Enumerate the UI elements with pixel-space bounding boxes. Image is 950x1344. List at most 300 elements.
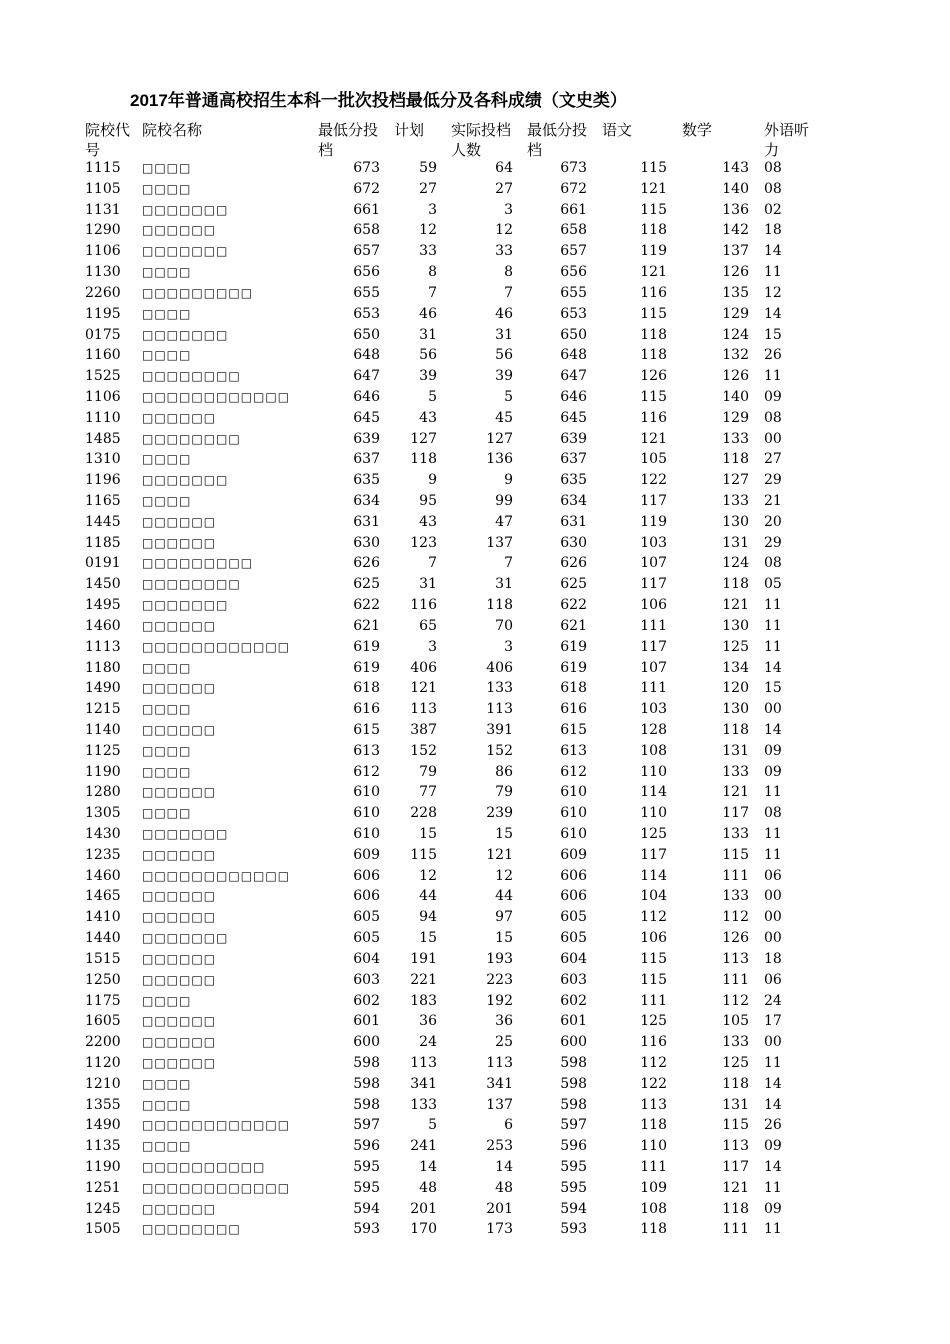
- cell-min-score: 600: [353, 1034, 380, 1051]
- cell-code: 1131: [85, 201, 121, 218]
- cell-plan: 12: [419, 867, 437, 884]
- table-row: [0, 637, 950, 658]
- cell-listening: 08: [764, 805, 782, 822]
- cell-chinese: 116: [640, 409, 667, 426]
- cell-chinese: 119: [640, 243, 667, 260]
- cell-code: 1251: [85, 1179, 121, 1196]
- cell-min-score-2: 634: [560, 493, 587, 509]
- cell-math: 111: [722, 1221, 749, 1238]
- cell-name: □□□□□□: [142, 972, 217, 987]
- cell-math: 124: [722, 555, 749, 572]
- cell-actual: 12: [495, 867, 513, 884]
- table-row: [0, 1219, 950, 1240]
- cell-listening: 11: [764, 1054, 782, 1071]
- cell-chinese: 111: [640, 680, 667, 697]
- cell-plan: 7: [428, 284, 437, 301]
- cell-actual: 223: [486, 971, 513, 988]
- cell-name: □□□□: [142, 1097, 192, 1112]
- cell-min-score-2: 631: [560, 513, 587, 530]
- cell-chinese: 122: [640, 1075, 667, 1092]
- cell-math: 130: [722, 513, 749, 530]
- cell-listening: 15: [764, 680, 782, 697]
- cell-min-score: 602: [353, 992, 380, 1009]
- cell-actual: 7: [504, 555, 513, 572]
- cell-plan: 3: [428, 638, 437, 655]
- cell-math: 117: [722, 805, 749, 822]
- cell-code: 1180: [85, 659, 121, 676]
- cell-min-score: 618: [353, 680, 380, 697]
- table-row: [0, 741, 950, 762]
- table-row: [0, 158, 950, 179]
- cell-math: 129: [722, 305, 749, 322]
- cell-listening: 08: [764, 160, 782, 176]
- cell-math: 131: [722, 1096, 749, 1113]
- cell-code: 1245: [85, 1200, 121, 1217]
- cell-chinese: 117: [640, 638, 667, 655]
- cell-listening: 11: [764, 638, 782, 655]
- table-row: [0, 595, 950, 616]
- cell-actual: 47: [495, 513, 513, 530]
- cell-chinese: 111: [640, 1159, 667, 1175]
- cell-plan: 133: [410, 1096, 437, 1113]
- cell-code: 1106: [85, 388, 121, 405]
- cell-code: 1195: [85, 305, 121, 322]
- cell-min-score: 598: [353, 1096, 380, 1113]
- cell-min-score: 615: [353, 721, 380, 738]
- cell-name: □□□□□□: [142, 847, 217, 862]
- table-row: [0, 720, 950, 741]
- cell-listening: 24: [764, 992, 782, 1009]
- cell-plan: 7: [428, 555, 437, 572]
- cell-plan: 8: [428, 264, 437, 281]
- cell-code: 1515: [85, 950, 121, 967]
- cell-listening: 06: [764, 867, 782, 884]
- cell-listening: 11: [764, 826, 782, 842]
- cell-plan: 116: [410, 597, 437, 614]
- cell-listening: 09: [764, 763, 782, 780]
- cell-math: 121: [722, 1179, 749, 1196]
- cell-actual: 9: [504, 472, 513, 489]
- cell-min-score: 656: [353, 264, 380, 281]
- cell-min-score-2: 606: [560, 867, 587, 884]
- cell-actual: 391: [486, 721, 513, 738]
- cell-actual: 136: [486, 451, 513, 468]
- cell-actual: 44: [495, 888, 513, 905]
- cell-listening: 09: [764, 388, 782, 405]
- cell-plan: 15: [419, 930, 437, 947]
- cell-name: □□□□: [142, 1076, 192, 1091]
- cell-code: 1250: [85, 971, 121, 988]
- cell-min-score-2: 619: [560, 638, 587, 655]
- cell-listening: 14: [764, 1075, 782, 1092]
- cell-min-score-2: 661: [560, 201, 587, 218]
- cell-code: 1135: [85, 1138, 121, 1155]
- cell-min-score-2: 603: [560, 971, 587, 988]
- table-row: [0, 928, 950, 949]
- cell-min-score: 645: [353, 409, 380, 426]
- cell-min-score-2: 673: [560, 160, 587, 176]
- cell-listening: 00: [764, 1034, 782, 1051]
- cell-chinese: 115: [640, 201, 667, 218]
- cell-listening: 14: [764, 721, 782, 738]
- table-row: [0, 866, 950, 887]
- cell-name: □□□□□□: [142, 722, 217, 737]
- cell-min-score: 648: [353, 347, 380, 364]
- cell-code: 1450: [85, 576, 121, 593]
- cell-math: 126: [722, 264, 749, 281]
- cell-actual: 133: [486, 680, 513, 697]
- cell-chinese: 125: [640, 1013, 667, 1030]
- cell-code: 1120: [85, 1054, 121, 1071]
- cell-listening: 09: [764, 1138, 782, 1155]
- cell-listening: 26: [764, 347, 782, 364]
- cell-actual: 99: [495, 493, 513, 509]
- cell-chinese: 116: [640, 284, 667, 301]
- cell-min-score-2: 598: [560, 1096, 587, 1113]
- cell-listening: 12: [764, 284, 782, 301]
- cell-math: 143: [722, 160, 749, 176]
- cell-plan: 59: [419, 160, 437, 176]
- table-row: [0, 429, 950, 450]
- cell-code: 1196: [85, 472, 121, 489]
- cell-chinese: 121: [640, 430, 667, 447]
- cell-chinese: 122: [640, 472, 667, 489]
- header-actual: 实际投档人数: [451, 121, 512, 159]
- cell-name: □□□□□□□□: [142, 369, 241, 384]
- cell-plan: 228: [410, 805, 437, 822]
- cell-chinese: 108: [640, 742, 667, 759]
- cell-math: 132: [722, 347, 749, 364]
- cell-plan: 191: [410, 950, 437, 967]
- cell-plan: 5: [428, 1117, 437, 1134]
- cell-chinese: 117: [640, 493, 667, 509]
- cell-math: 129: [722, 409, 749, 426]
- cell-math: 115: [722, 1117, 749, 1134]
- cell-min-score-2: 594: [560, 1200, 587, 1217]
- cell-min-score: 622: [353, 597, 380, 614]
- header-chinese: 语文: [602, 121, 633, 139]
- cell-name: □□□□□□: [142, 1014, 217, 1029]
- cell-math: 125: [722, 1054, 749, 1071]
- cell-name: □□□□: [142, 1139, 192, 1154]
- cell-plan: 14: [419, 1159, 437, 1175]
- cell-min-score: 621: [353, 617, 380, 634]
- cell-min-score: 606: [353, 888, 380, 905]
- table-row: [0, 824, 950, 845]
- cell-min-score: 605: [353, 930, 380, 947]
- table-row: [0, 1095, 950, 1116]
- cell-listening: 11: [764, 617, 782, 634]
- table-row: [0, 678, 950, 699]
- cell-actual: 7: [504, 284, 513, 301]
- cell-min-score: 634: [353, 493, 380, 509]
- cell-min-score-2: 619: [560, 659, 587, 676]
- cell-min-score: 658: [353, 222, 380, 239]
- cell-actual: 86: [495, 763, 513, 780]
- cell-min-score: 598: [353, 1054, 380, 1071]
- cell-code: 1605: [85, 1013, 121, 1030]
- cell-plan: 118: [410, 451, 437, 468]
- table-row: [0, 1074, 950, 1095]
- cell-chinese: 106: [640, 930, 667, 947]
- cell-chinese: 117: [640, 576, 667, 593]
- cell-min-score-2: 639: [560, 430, 587, 447]
- cell-name: □□□□□□□□□□□□: [142, 389, 291, 404]
- cell-chinese: 121: [640, 180, 667, 197]
- cell-name: □□□□□□: [142, 951, 217, 966]
- cell-name: □□□□□□□□□□: [142, 1160, 266, 1174]
- cell-min-score-2: 596: [560, 1138, 587, 1155]
- table-row: [0, 449, 950, 470]
- cell-math: 105: [722, 1013, 749, 1030]
- cell-min-score: 619: [353, 659, 380, 676]
- table-row: [0, 387, 950, 408]
- cell-min-score: 605: [353, 909, 380, 926]
- cell-name: □□□□□□□: [142, 931, 229, 946]
- cell-min-score-2: 610: [560, 784, 587, 801]
- cell-min-score: 661: [353, 201, 380, 218]
- table-row: [0, 991, 950, 1012]
- cell-name: □□□□□□□□: [142, 431, 241, 446]
- cell-listening: 21: [764, 493, 782, 509]
- cell-min-score-2: 630: [560, 534, 587, 551]
- cell-actual: 25: [495, 1034, 513, 1051]
- cell-chinese: 121: [640, 264, 667, 281]
- cell-math: 112: [722, 992, 749, 1009]
- cell-min-score: 594: [353, 1200, 380, 1217]
- cell-code: 1105: [85, 180, 121, 197]
- cell-plan: 9: [428, 472, 437, 489]
- cell-code: 1190: [85, 763, 121, 780]
- cell-name: □□□□□□□: [142, 327, 229, 342]
- cell-min-score: 616: [353, 701, 380, 718]
- cell-min-score: 650: [353, 326, 380, 343]
- cell-name: □□□□: [142, 348, 192, 363]
- cell-listening: 00: [764, 430, 782, 447]
- cell-code: 1310: [85, 451, 121, 468]
- cell-chinese: 105: [640, 451, 667, 468]
- cell-name: □□□□: [142, 306, 192, 321]
- cell-math: 133: [722, 430, 749, 447]
- cell-code: 1106: [85, 243, 121, 260]
- cell-code: 1490: [85, 680, 121, 697]
- cell-chinese: 112: [640, 1054, 667, 1071]
- cell-plan: 387: [410, 721, 437, 738]
- cell-listening: 11: [764, 784, 782, 801]
- cell-listening: 29: [764, 534, 782, 551]
- cell-listening: 29: [764, 472, 782, 489]
- cell-code: 1290: [85, 222, 121, 239]
- cell-actual: 15: [495, 930, 513, 947]
- cell-min-score: 673: [353, 160, 380, 176]
- cell-name: □□□□□□: [142, 1201, 217, 1216]
- cell-name: □□□□□□□□□□□□: [142, 868, 291, 883]
- cell-min-score: 672: [353, 180, 380, 197]
- cell-listening: 00: [764, 701, 782, 718]
- cell-plan: 113: [410, 1054, 437, 1071]
- cell-name: □□□□□□: [142, 1035, 217, 1050]
- cell-math: 142: [722, 222, 749, 239]
- cell-code: 1175: [85, 992, 121, 1009]
- cell-plan: 15: [419, 826, 437, 842]
- page-title: 2017年普通高校招生本科一批次投档最低分及各科成绩（文史类）: [130, 91, 627, 110]
- cell-min-score: 635: [353, 472, 380, 489]
- cell-min-score-2: 615: [560, 721, 587, 738]
- cell-code: 1440: [85, 930, 121, 947]
- cell-actual: 192: [486, 992, 513, 1009]
- cell-code: 1165: [85, 493, 121, 509]
- table-row: [0, 886, 950, 907]
- cell-name: □□□□: [142, 265, 192, 280]
- cell-math: 126: [722, 930, 749, 947]
- cell-math: 115: [722, 846, 749, 863]
- header-plan: 计划: [394, 121, 425, 139]
- table-row: [0, 1136, 950, 1157]
- cell-listening: 09: [764, 1200, 782, 1217]
- cell-plan: 43: [419, 409, 437, 426]
- cell-code: 1465: [85, 888, 121, 905]
- cell-listening: 14: [764, 243, 782, 260]
- cell-plan: 31: [419, 326, 437, 343]
- cell-math: 140: [722, 388, 749, 405]
- table-row: [0, 1011, 950, 1032]
- cell-code: 1445: [85, 513, 121, 530]
- cell-min-score-2: 601: [560, 1013, 587, 1030]
- cell-chinese: 118: [640, 326, 667, 343]
- header-min-score: 最低分投档: [318, 121, 379, 159]
- cell-chinese: 114: [640, 784, 667, 801]
- cell-math: 118: [722, 451, 749, 468]
- cell-name: □□□□□□□: [142, 202, 229, 217]
- cell-name: □□□□□□: [142, 681, 217, 696]
- cell-plan: 77: [419, 784, 437, 801]
- cell-plan: 33: [419, 243, 437, 260]
- table-row: [0, 907, 950, 928]
- cell-code: 1505: [85, 1221, 121, 1238]
- cell-plan: 95: [419, 493, 437, 509]
- cell-actual: 39: [495, 368, 513, 385]
- table-row: [0, 553, 950, 574]
- cell-listening: 18: [764, 222, 782, 239]
- cell-listening: 14: [764, 305, 782, 322]
- cell-actual: 70: [495, 617, 513, 634]
- cell-code: 1110: [85, 409, 121, 426]
- cell-min-score-2: 598: [560, 1054, 587, 1071]
- cell-listening: 05: [764, 576, 782, 593]
- cell-chinese: 118: [640, 222, 667, 239]
- cell-plan: 56: [419, 347, 437, 364]
- cell-math: 118: [722, 1075, 749, 1092]
- cell-listening: 18: [764, 950, 782, 967]
- cell-chinese: 128: [640, 721, 667, 738]
- cell-actual: 45: [495, 409, 513, 426]
- cell-min-score: 646: [353, 388, 380, 405]
- cell-min-score: 601: [353, 1013, 380, 1030]
- cell-listening: 14: [764, 659, 782, 676]
- cell-actual: 5: [504, 388, 513, 405]
- cell-code: 0175: [85, 326, 121, 343]
- table-row: [0, 1178, 950, 1199]
- cell-min-score-2: 616: [560, 701, 587, 718]
- cell-actual: 137: [486, 1096, 513, 1113]
- cell-chinese: 115: [640, 971, 667, 988]
- cell-chinese: 118: [640, 1117, 667, 1134]
- cell-listening: 06: [764, 971, 782, 988]
- cell-chinese: 103: [640, 534, 667, 551]
- cell-code: 2260: [85, 284, 121, 301]
- table-row: [0, 470, 950, 491]
- cell-name: □□□□□□□: [142, 473, 229, 488]
- table-row: [0, 699, 950, 720]
- cell-plan: 170: [410, 1221, 437, 1238]
- cell-min-score: 604: [353, 950, 380, 967]
- table-row: [0, 762, 950, 783]
- cell-code: 1215: [85, 701, 121, 718]
- cell-plan: 123: [410, 534, 437, 551]
- cell-min-score-2: 645: [560, 409, 587, 426]
- cell-code: 1410: [85, 909, 121, 926]
- cell-min-score-2: 602: [560, 992, 587, 1009]
- cell-chinese: 103: [640, 701, 667, 718]
- cell-listening: 14: [764, 1096, 782, 1113]
- cell-math: 134: [722, 659, 749, 676]
- cell-actual: 3: [504, 638, 513, 655]
- cell-code: 1460: [85, 867, 121, 884]
- cell-code: 1210: [85, 1075, 121, 1092]
- cell-name: □□□□□□□: [142, 827, 229, 841]
- cell-min-score-2: 609: [560, 846, 587, 863]
- cell-chinese: 114: [640, 867, 667, 884]
- cell-min-score: 597: [353, 1117, 380, 1134]
- cell-name: □□□□□□□□□□□□: [142, 1180, 291, 1195]
- cell-code: 1185: [85, 534, 121, 551]
- cell-actual: 253: [486, 1138, 513, 1155]
- table-row: [0, 949, 950, 970]
- table-row: [0, 283, 950, 304]
- cell-plan: 24: [419, 1034, 437, 1051]
- cell-min-score: 596: [353, 1138, 380, 1155]
- cell-plan: 221: [410, 971, 437, 988]
- cell-min-score-2: 618: [560, 680, 587, 697]
- table-row: [0, 533, 950, 554]
- cell-min-score: 631: [353, 513, 380, 530]
- cell-min-score-2: 635: [560, 472, 587, 489]
- cell-listening: 00: [764, 888, 782, 905]
- cell-chinese: 111: [640, 992, 667, 1009]
- cell-math: 118: [722, 576, 749, 593]
- cell-code: 1490: [85, 1117, 121, 1134]
- cell-min-score-2: 610: [560, 805, 587, 822]
- cell-listening: 11: [764, 368, 782, 385]
- cell-min-score: 593: [353, 1221, 380, 1238]
- cell-code: 1495: [85, 597, 121, 614]
- cell-math: 130: [722, 617, 749, 634]
- header-listening: 外语听力: [764, 121, 810, 159]
- cell-code: 1160: [85, 347, 121, 364]
- cell-plan: 46: [419, 305, 437, 322]
- cell-min-score-2: 656: [560, 264, 587, 281]
- cell-min-score-2: 598: [560, 1075, 587, 1092]
- cell-min-score: 613: [353, 742, 380, 759]
- header-name: 院校名称: [142, 121, 203, 139]
- cell-actual: 79: [495, 784, 513, 801]
- cell-actual: 14: [495, 1159, 513, 1175]
- cell-plan: 12: [419, 222, 437, 239]
- cell-listening: 00: [764, 930, 782, 947]
- cell-actual: 46: [495, 305, 513, 322]
- cell-plan: 44: [419, 888, 437, 905]
- cell-code: 1305: [85, 805, 121, 822]
